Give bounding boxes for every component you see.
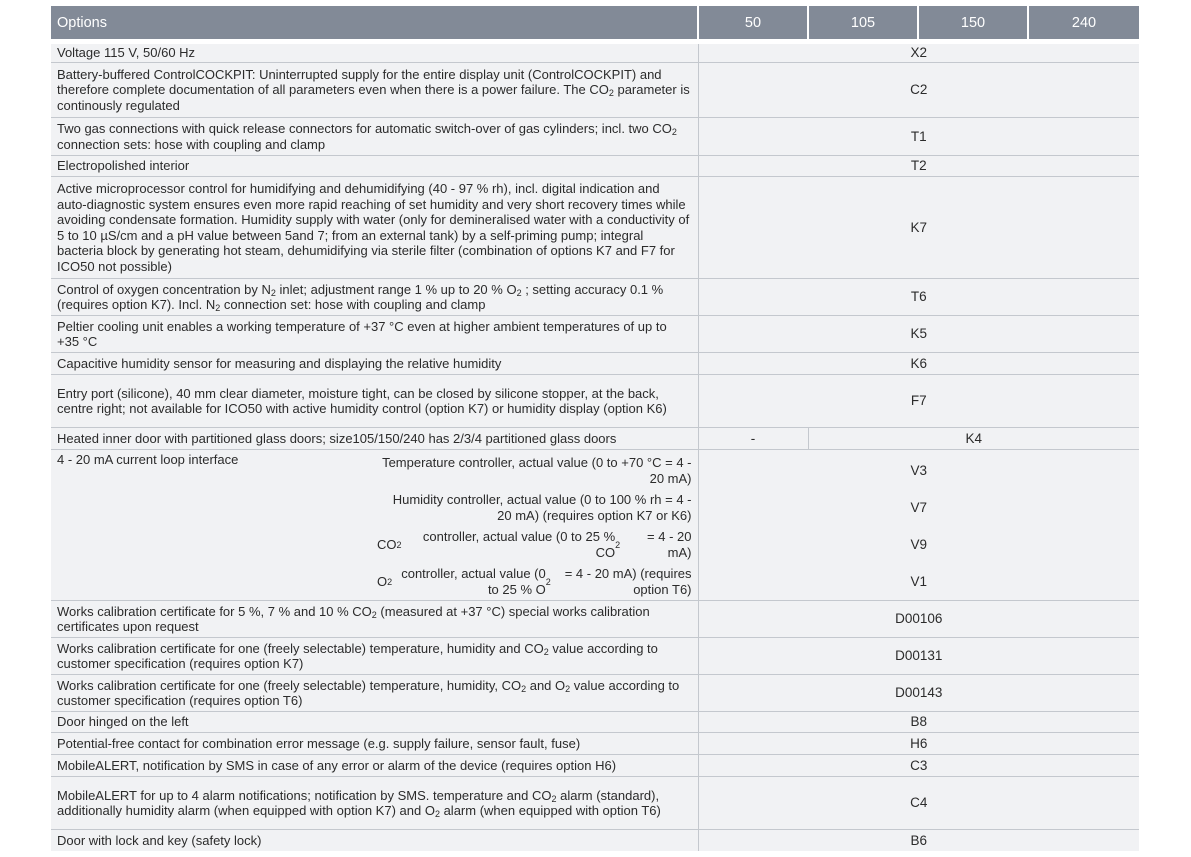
option-code-size-50: - (698, 428, 808, 450)
table-row (51, 156, 1139, 177)
option-code: H6 (698, 733, 1139, 755)
header-row (51, 6, 1139, 42)
current-loop-item: Humidity controller, actual value (0 to 100 % rh = 4 - 20 mA) (requires option K7 or K6) (392, 492, 692, 523)
header-size-240: 240 (1028, 6, 1139, 42)
table-row (51, 118, 1139, 156)
table-row (51, 733, 1139, 755)
option-text: Battery-buffered ControlCOCKPIT: Uninterrupted supply for the entire display unit (ControlCOCKPIT) and therefore complete documentation of all parameters even when there is a power failure. The $CO_2$ parameter is continously regulated (51, 63, 698, 118)
option-text: Control of oxygen concentration by $N_2$ inlet; adjustment range 1 % up to 20 % $O_2$ ; setting accuracy 0.1 % (requires option K7). Incl. $N_2$ connection set: hose with coupling and clamp (51, 279, 698, 316)
option-text: Door with lock and key (safety lock) (51, 830, 698, 851)
option-code: K7 (698, 177, 1139, 279)
header-options: Options (51, 6, 698, 42)
header-size-105: 105 (808, 6, 918, 42)
option-code: T1 (698, 118, 1139, 156)
current-loop-item: Temperature controller, actual value (0 to +70 °C = 4 - 20 mA) (382, 455, 692, 486)
current-loop-codes (698, 450, 1139, 601)
option-code: K6 (698, 353, 1139, 375)
table-row (51, 316, 1139, 353)
header-size-50: 50 (698, 6, 808, 42)
option-text: Two gas connections with quick release connectors for automatic switch-over of gas cylinders; incl. two $CO_2$ connection sets: hose with coupling and clamp (51, 118, 698, 156)
table-row (51, 675, 1139, 712)
option-text: Active microprocessor control for humidifying and dehumidifying (40 - 97 % rh), incl. digital indication and auto-diagnostic system ensures even more rapid reaching of set humidity and very short recovery times while avoiding condensate formation. Humidity supply with water (only for demineralised water with a conductivity of 5 to 10 µS/cm and a pH value between 5and 7; from an external tank) by a self-priming pump; integral bacteria block by generating hot steam, dehumidifying via sterile filter (combination of options K7 and F7 for ICO50 not possible) (51, 177, 698, 279)
option-code: V9 (910, 536, 927, 552)
option-code: V1 (910, 573, 927, 589)
option-code: V3 (910, 462, 927, 478)
current-loop-item: O 2 controller, actual value (0 to 25 % O 2 = 4 - 20 mA) (requires option T6) (377, 566, 692, 597)
option-text: Peltier cooling unit enables a working temperature of +37 °C even at higher ambient temperatures of up to +35 °C (51, 316, 698, 353)
option-code: K4 (808, 428, 1139, 450)
table-row (51, 601, 1139, 638)
option-text: Electropolished interior (51, 156, 698, 177)
current-loop-label: 4 - 20 mA current loop interface (57, 452, 239, 467)
option-code: C2 (698, 63, 1139, 118)
option-text: Door hinged on the left (51, 712, 698, 733)
current-loop-cell (51, 450, 698, 601)
current-loop-item: CO 2 controller, actual value (0 to 25 % CO 2 = 4 - 20 mA) (377, 529, 692, 560)
option-text: Voltage 115 V, 50/60 Hz (51, 42, 698, 63)
option-text: MobileALERT, notification by SMS in case of any error or alarm of the device (requires option H6) (51, 755, 698, 777)
option-text: Entry port (silicone), 40 mm clear diameter, moisture tight, can be closed by silicone stopper, at the back, centre right; not available for ICO50 with active humidity control (option K7) or humidity display (option K6) (51, 375, 698, 428)
table-row (51, 638, 1139, 675)
table-row (51, 42, 1139, 63)
table-row (51, 777, 1139, 830)
option-text: Capacitive humidity sensor for measuring and displaying the relative humidity (51, 353, 698, 375)
option-code: F7 (698, 375, 1139, 428)
option-code: B8 (698, 712, 1139, 733)
table-row (51, 712, 1139, 733)
table-row (51, 428, 1139, 450)
option-code: T6 (698, 279, 1139, 316)
option-code: C3 (698, 755, 1139, 777)
option-code: C4 (698, 777, 1139, 830)
option-code: X2 (698, 42, 1139, 63)
header-size-150: 150 (918, 6, 1028, 42)
option-code: T2 (698, 156, 1139, 177)
option-code: K5 (698, 316, 1139, 353)
option-code: D00143 (698, 675, 1139, 712)
option-text: Potential-free contact for combination error message (e.g. supply failure, sensor fault, fuse) (51, 733, 698, 755)
table-row (51, 755, 1139, 777)
option-code: D00131 (698, 638, 1139, 675)
option-code: V7 (910, 499, 927, 515)
option-text: Heated inner door with partitioned glass doors; size105/150/240 has 2/3/4 partitioned glass doors (51, 428, 698, 450)
option-code: B6 (698, 830, 1139, 851)
option-code: D00106 (698, 601, 1139, 638)
option-text: MobileALERT for up to 4 alarm notifications; notification by SMS. temperature and $CO_2$ alarm (standard), additionally humidity alarm (when equipped with option K7) and $O_2$ alarm (when equipped with option T6) (51, 777, 698, 830)
table-row (51, 353, 1139, 375)
table-row (51, 177, 1139, 279)
table-row (51, 279, 1139, 316)
table-row (51, 830, 1139, 851)
current-loop-items (377, 452, 692, 600)
current-loop-row (51, 450, 1139, 601)
table-row (51, 375, 1139, 428)
options-table (51, 6, 1139, 851)
option-text: Works calibration certificate for one (freely selectable) temperature, humidity and $CO_2$ value according to customer specification (requires option K7) (51, 638, 698, 675)
option-text: Works calibration certificate for 5 %, 7 % and 10 % $CO_2$ (measured at +37 °C) special works calibration certificates upon request (51, 601, 698, 638)
table-row (51, 63, 1139, 118)
option-text: Works calibration certificate for one (freely selectable) temperature, humidity, $CO_2$ and $O_2$ value according to customer specification (requires option T6) (51, 675, 698, 712)
